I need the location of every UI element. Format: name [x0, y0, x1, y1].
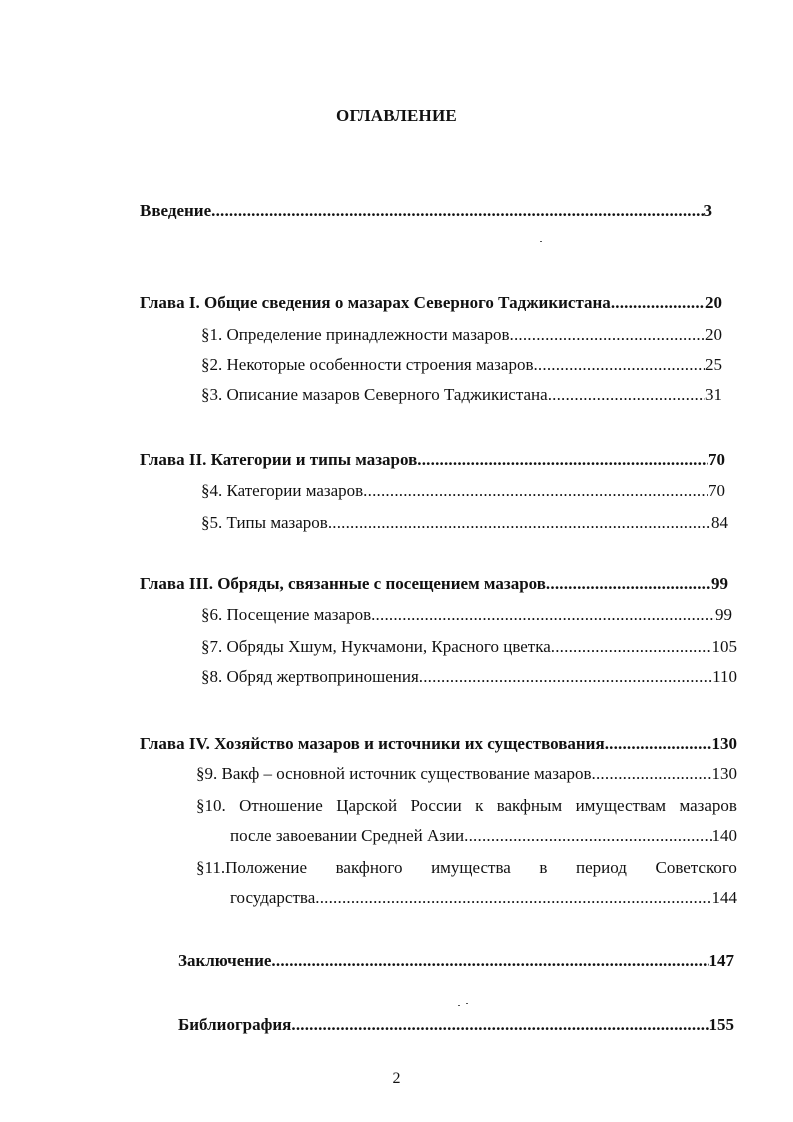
toc-page: 20 — [705, 325, 722, 344]
toc-label: после завоевании Средней Азии — [230, 826, 465, 845]
toc-entry-chapter-3[interactable] — [140, 573, 728, 595]
scan-speck — [540, 241, 542, 242]
toc-page: 25 — [705, 355, 722, 374]
toc-entry-section-4[interactable] — [201, 480, 725, 502]
toc-word: мазаров — [679, 796, 737, 815]
toc-label: Заключение — [178, 951, 272, 970]
toc-word: период — [576, 858, 627, 877]
toc-page: 3 — [703, 201, 712, 220]
toc-label: Введение — [140, 201, 212, 220]
toc-label: §8. Обряд жертвоприношения — [201, 667, 419, 686]
toc-label: §4. Категории мазаров — [201, 481, 364, 500]
toc-label: Глава I. Общие сведения о мазарах Северного Таджикистана — [140, 293, 611, 312]
toc-page: 99 — [715, 605, 732, 624]
toc-leader — [371, 604, 715, 626]
toc-leader — [271, 950, 708, 972]
toc-page: 105 — [711, 637, 737, 656]
toc-page: 70 — [708, 481, 725, 500]
toc-page: 99 — [711, 574, 728, 593]
toc-label: Глава II. Категории и типы мазаров — [140, 450, 418, 469]
toc-word: в — [539, 858, 548, 877]
toc-word: §10. — [196, 796, 226, 815]
toc-leader — [363, 480, 708, 502]
toc-leader — [546, 573, 711, 595]
toc-entry-section-10-line-1[interactable] — [196, 795, 737, 817]
toc-entry-section-5[interactable] — [201, 512, 728, 534]
toc-leader — [551, 636, 712, 658]
toc-label: государства — [230, 888, 316, 907]
toc-word: Царской — [336, 796, 398, 815]
toc-entry-section-2[interactable] — [201, 354, 722, 376]
toc-word: §11.Положение — [196, 858, 308, 877]
toc-entry-section-7[interactable] — [201, 636, 737, 658]
toc-label: Библиография — [178, 1015, 292, 1034]
toc-leader — [328, 512, 711, 534]
toc-page: 144 — [711, 888, 737, 907]
toc-entry-chapter-2[interactable] — [140, 449, 725, 471]
scan-speck — [466, 1003, 468, 1004]
toc-word: к — [475, 796, 484, 815]
toc-word: Советского — [655, 858, 737, 877]
toc-page: 130 — [711, 764, 737, 783]
toc-leader — [548, 384, 705, 406]
toc-leader — [592, 763, 712, 785]
toc-page: 110 — [712, 667, 737, 686]
toc-leader — [419, 666, 712, 688]
toc-word: Отношение — [239, 796, 323, 815]
toc-entry-section-10-line-2[interactable] — [230, 825, 737, 847]
toc-leader — [605, 733, 712, 755]
toc-entry-chapter-4[interactable] — [140, 733, 737, 755]
toc-page: 70 — [708, 450, 725, 469]
toc-word: имуществам — [575, 796, 667, 815]
toc-label: §6. Посещение мазаров — [201, 605, 372, 624]
toc-leader — [417, 449, 708, 471]
toc-page: 147 — [708, 951, 734, 970]
toc-leader — [315, 887, 711, 909]
toc-entry-conclusion[interactable] — [178, 950, 734, 972]
toc-label: Глава IV. Хозяйство мазаров и источники их существования — [140, 734, 605, 753]
toc-page: 31 — [705, 385, 722, 404]
toc-leader — [291, 1014, 708, 1036]
toc-leader — [510, 324, 706, 346]
toc-entry-section-6[interactable] — [201, 604, 732, 626]
toc-entry-section-9[interactable] — [196, 763, 737, 785]
toc-word: вакфным — [496, 796, 563, 815]
toc-label: §1. Определение принадлежности мазаров — [201, 325, 510, 344]
toc-entry-chapter-1[interactable] — [140, 292, 722, 314]
toc-page: 84 — [711, 513, 728, 532]
toc-entry-introduction[interactable] — [140, 200, 712, 222]
toc-label: §7. Обряды Хшум, Нукчамони, Красного цветка — [201, 637, 551, 656]
toc-entry-section-8[interactable] — [201, 666, 737, 688]
toc-entry-bibliography[interactable] — [178, 1014, 734, 1036]
toc-word: вакфного — [335, 858, 403, 877]
toc-page: 20 — [705, 293, 722, 312]
toc-page: 140 — [711, 826, 737, 845]
scan-speck — [458, 1005, 460, 1006]
toc-page: 155 — [708, 1015, 734, 1034]
page-number: 2 — [392, 1070, 401, 1087]
toc-word: России — [410, 796, 462, 815]
toc-entry-section-1[interactable] — [201, 324, 722, 346]
toc-leader — [211, 200, 703, 222]
toc-label: §3. Описание мазаров Северного Таджикистана — [201, 385, 548, 404]
toc-leader — [533, 354, 705, 376]
toc-entry-section-3[interactable] — [201, 384, 722, 406]
toc-label: Глава III. Обряды, связанные с посещением мазаров — [140, 574, 546, 593]
toc-entry-section-11-line-1[interactable] — [196, 857, 737, 879]
toc-word: имущества — [431, 858, 511, 877]
toc-leader — [611, 292, 705, 314]
toc-page: 130 — [711, 734, 737, 753]
toc-entry-section-11-line-2[interactable] — [230, 887, 737, 909]
page-title: ОГЛАВЛЕНИЕ — [336, 106, 457, 125]
toc-leader — [464, 825, 711, 847]
toc-label: §9. Вакф – основной источник существование мазаров — [196, 764, 592, 783]
toc-label: §5. Типы мазаров — [201, 513, 328, 532]
toc-label: §2. Некоторые особенности строения мазаров — [201, 355, 534, 374]
